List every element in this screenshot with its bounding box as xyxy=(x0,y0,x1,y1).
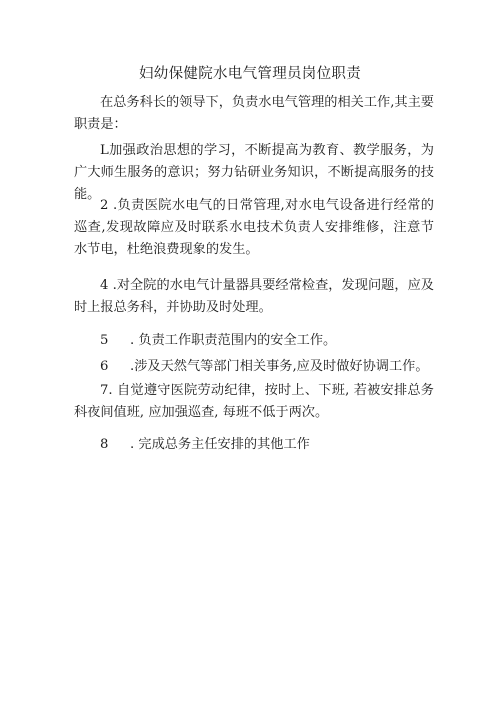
duty-5-text: . 负责工作职责范围内的安全工作。 xyxy=(130,333,337,348)
duty-5-number: 5 xyxy=(100,333,109,348)
duty-1-paragraph: L加强政治思想的学习，不断提高为教育、教学服务，为广大师生服务的意识；努力钻研业务知识，不断提高服务的技能。 xyxy=(74,143,434,202)
duty-7-paragraph: 7. 自觉遵守医院劳动纪律，按时上、下班, 若被安排总务科夜间值班, 应加强巡查, 每班不低于两次。 xyxy=(74,383,434,420)
duty-8-item xyxy=(100,434,310,456)
document-title: 妇幼保健院水电气管理员岗位职责 xyxy=(139,66,361,82)
duty-2-paragraph: 2 .负责医院水电气的日常管理,对水电气设备进行经常的巡查,发现故障应及时联系水电技术负责人安排维修，注意节水节电，杜绝浪费现象的发生。 xyxy=(74,198,434,257)
duty-6-item xyxy=(100,356,429,378)
duty-6-text: .涉及天然气等部门相关事务,应及时做好协调工作。 xyxy=(130,359,429,374)
duty-6-number: 6 xyxy=(100,359,109,374)
duty-8-number: 8 xyxy=(100,437,109,452)
intro-paragraph: 在总务科长的领导下，负责水电气管理的相关工作,其主要职责是： xyxy=(74,95,434,132)
duty-5-item xyxy=(100,330,336,352)
duty-4-paragraph: 4 .对全院的水电气计量器具要经常检查，发现问题，应及时上报总务科，并协助及时处理。 xyxy=(74,278,434,315)
duty-8-text: . 完成总务主任安排的其他工作 xyxy=(130,437,310,452)
